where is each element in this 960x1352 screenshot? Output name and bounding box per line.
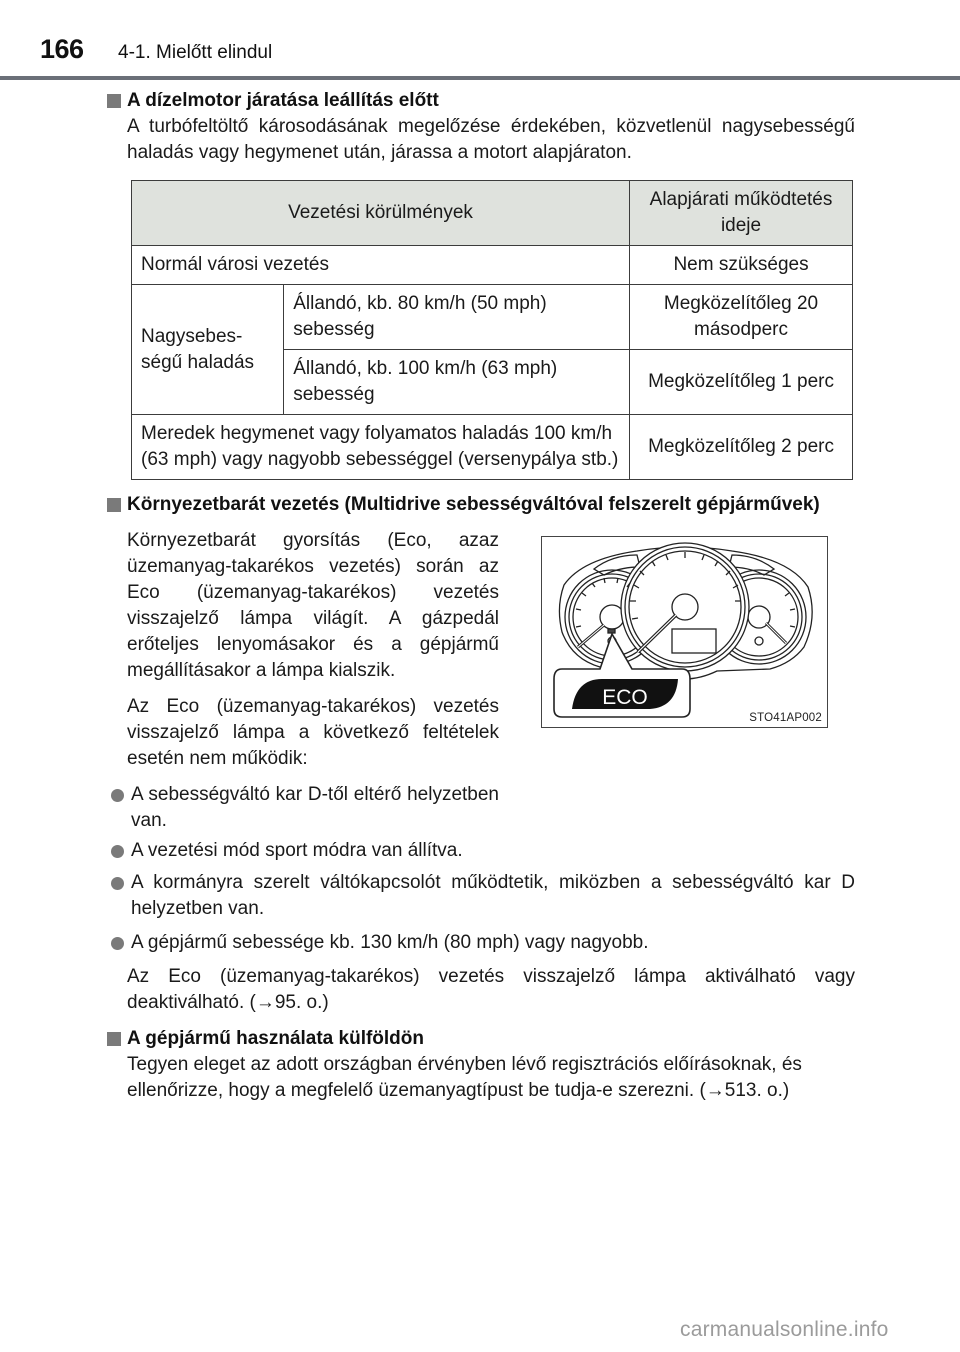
abroad-heading	[107, 1026, 855, 1052]
watermark: carmanualsonline.info	[680, 1318, 889, 1341]
diesel-heading-text: A dízelmotor járatása leállítás előtt	[127, 90, 439, 111]
eco-bullet	[107, 838, 499, 864]
bullet-dot-icon	[111, 845, 124, 858]
table-header-idle-time: Alapjárati működtetés ideje	[630, 181, 853, 246]
eco-bullet-text: A kormányra szerelt váltókapcsolót működtetik, miközben a sebességváltó kar D helyzetben van.	[131, 872, 855, 919]
table-row	[132, 415, 853, 480]
diesel-heading	[107, 88, 855, 114]
table-cell-time: Megközelítőleg 2 perc	[630, 415, 853, 480]
eco-para-3: Az Eco (üzemanyag-takarékos) vezetés visszajelző lámpa aktiválható vagy deaktiválható. (→95. o.)	[127, 966, 855, 1013]
table-cell-time: Nem szükséges	[630, 246, 853, 285]
abroad-heading-text: A gépjármű használata külföldön	[127, 1028, 425, 1049]
square-bullet-icon	[107, 94, 121, 108]
table-row	[132, 246, 853, 285]
page-number: 166	[40, 34, 84, 64]
page-content	[107, 88, 855, 1104]
square-bullet-icon	[107, 1032, 121, 1046]
figure-code: STO41AP002	[749, 712, 822, 724]
table-cell-time: Megközelítőleg 1 perc	[630, 350, 853, 415]
bullet-dot-icon	[111, 937, 124, 950]
eco-heading	[107, 492, 855, 518]
idle-time-table	[131, 180, 853, 480]
table-header-row	[132, 181, 853, 246]
eco-block	[107, 528, 855, 864]
eco-bullet	[107, 870, 855, 922]
eco-bullet-text: A sebességváltó kar D-től eltérő helyzetben van.	[131, 784, 499, 831]
instrument-cluster-figure	[541, 536, 828, 728]
eco-heading-text: Környezetbarát vezetés (Multidrive sebességváltóval felszerelt gépjárművek)	[127, 494, 820, 515]
eco-bullet	[107, 782, 499, 834]
abroad-body: Tegyen eleget az adott országban érvényben lévő regisztrációs előírásoknak, és ellenőrizze, hogy a megfelelő üzemanyagtípust be tudja-e szerezni. (→513. o.)	[127, 1054, 802, 1101]
bullet-dot-icon	[111, 789, 124, 802]
section-title: 4-1. Mielőtt elindul	[118, 42, 273, 63]
bullet-dot-icon	[111, 877, 124, 890]
diesel-body: A turbófeltöltő károsodásának megelőzése érdekében, közvetlenül nagysebességű haladás vagy hegymenet után, járassa a motort alapjáraton.	[127, 116, 855, 163]
eco-bullet-text: A gépjármű sebessége kb. 130 km/h (80 mph) vagy nagyobb.	[131, 932, 649, 953]
square-bullet-icon	[107, 498, 121, 512]
page-header	[0, 0, 960, 78]
table-cell-condition: Állandó, kb. 100 km/h (63 mph) sebesség	[284, 350, 630, 415]
table-cell-time: Megközelítőleg 20 másodperc	[630, 285, 853, 350]
eco-bullet	[107, 930, 855, 956]
eco-indicator-label: ECO	[602, 686, 648, 709]
eco-text-column	[107, 528, 499, 864]
table-cell-condition: Állandó, kb. 80 km/h (50 mph) sebesség	[284, 285, 630, 350]
instrument-cluster-icon	[542, 537, 827, 727]
header-divider	[0, 76, 960, 80]
eco-bullet-text: A vezetési mód sport módra van állítva.	[131, 840, 463, 861]
table-cell-condition: Meredek hegymenet vagy folyamatos haladás 100 km/h (63 mph) vagy nagyobb sebességgel (versenypálya stb.)	[132, 415, 630, 480]
table-row	[132, 285, 853, 350]
table-cell-condition: Normál városi vezetés	[132, 246, 630, 285]
table-header-conditions: Vezetési körülmények	[132, 181, 630, 246]
eco-para-1: Környezetbarát gyorsítás (Eco, azaz üzemanyag-takarékos vezetés) során az Eco (üzemanyag-takarékos) vezetés visszajelző lámpa világít. A gázpedál erőteljes lenyomásakor és a gépjármű megállításakor a lámpa kialszik.	[127, 530, 499, 681]
table-cell-group: Nagysebes-ségű haladás	[132, 285, 284, 415]
eco-para-2: Az Eco (üzemanyag-takarékos) vezetés visszajelző lámpa a következő feltételek esetén nem működik:	[127, 696, 499, 769]
